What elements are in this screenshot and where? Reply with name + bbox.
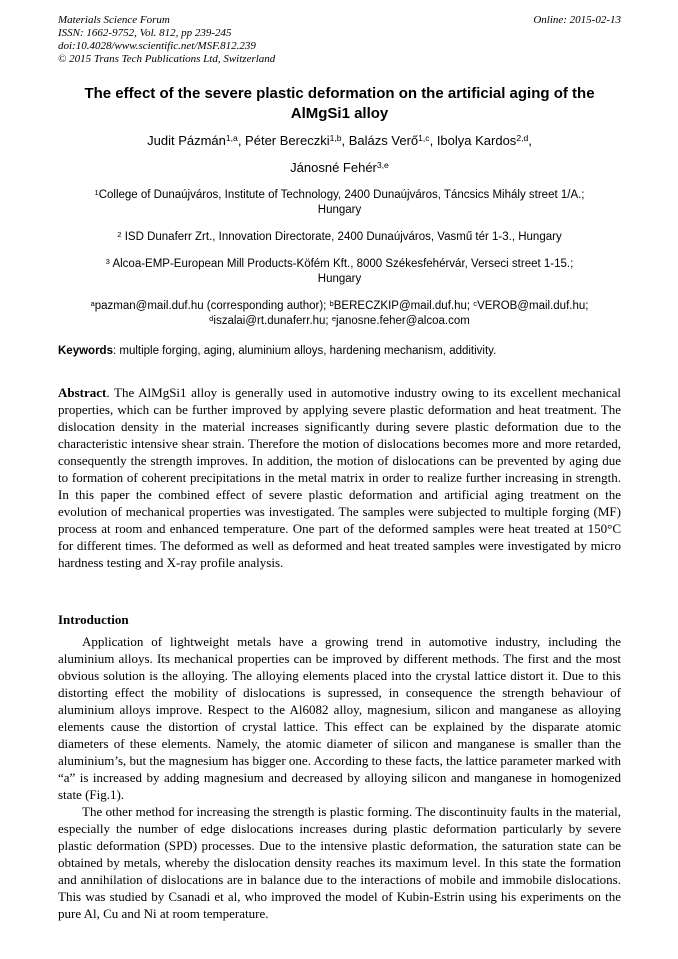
section-heading-introduction: Introduction (58, 612, 129, 627)
authors-line-1: Judit Pázmán$^{1,a}$, Péter Bereczki$^{1,b}$, Balázs Verő$^{1,c}$, Ibolya Kardos$^{2,d}$, (147, 133, 532, 148)
journal-header (58, 14, 621, 66)
issn-volume-line: ISSN: 1662-9752, Vol. 812, pp 239-245 (58, 27, 232, 39)
paper-title: The effect of the severe plastic deformation on the artificial aging of the AlMgSi1 alloy (84, 85, 595, 122)
journal-name: Materials Science Forum (58, 14, 170, 26)
abstract-paragraph: Abstract. The AlMgSi1 alloy is generally used in automotive industry owing to its excellent mechanical properties, which can be further improved by applying severe plastic deformation and heat treatment. The dislocation density in the material increases significantly during severe plastic deformation due to the characteristic intensive shear strain. Therefore the motion of dislocations becomes more and more retarded, consequently the strength improves. In addition, the motion of dislocations can be prevented by aging due to formation of coherent precipitations in the metal matrix in order to realize further increasing in strength. In this paper the combined effect of severe plastic deformation and artificial aging treatment on the evolution of mechanical properties was investigated. The samples were subjected to multiple forging (MF) process at room and enhanced temperature. One part of the deformed samples were heat treated at 150°C for different times. The deformed as well as deformed and heat treated samples were investigated by micro hardness testing and X-ray profile analysis. (58, 385, 621, 570)
introduction-paragraph-2: The other method for increasing the strength is plastic forming. The discontinuity faults in the material, especially the number of edge dislocations increases during plastic deformation particularly by severe plastic deformation (SPD) processes. Due to the intensive plastic deformation, the saturation state can be obtained by metals, whereby the dislocation density reaches its maximum level. In this state the formation and annihilation of dislocations are in balance due to the interactions of mobile and immobile dislocations. This was studied by Csanadi et al, who improved the model of Kubin-Estrin using his experiments on the pure Al, Cu and Ni at room temperature. (58, 804, 621, 921)
authors-line-2: Jánosné Fehér$^{3,e}$ (290, 160, 389, 175)
keywords-line: Keywords: multiple forging, aging, aluminium alloys, hardening mechanism, additivity. (58, 345, 497, 357)
affiliation-2: $^2$ ISD Dunaferr Zrt., Innovation Directorate, 2400 Dunaújváros, Vasmű tér 1-3., Hungary (117, 229, 562, 243)
online-date: Online: 2015-02-13 (533, 14, 621, 26)
author-emails: $^a$pazman@mail.duf.hu (corresponding author); $^b$BERECZKIP@mail.duf.hu; $^c$VEROB@mail.duf.hu; $^d$iszalai@rt.dunaferr.hu; $^e$janosne.feher@alcoa.com (90, 298, 589, 327)
doi-line: doi:10.4028/www.scientific.net/MSF.812.239 (58, 40, 256, 52)
copyright-line: © 2015 Trans Tech Publications Ltd, Switzerland (58, 53, 276, 65)
introduction-paragraph-1: Application of lightweight metals have a growing trend in automotive industry, including the aluminium alloys. Its mechanical properties can be improved by different methods. The first and the most obvious solution is the alloying. The alloying elements placed into the crystal lattice distort it. Due to this distorting effect the mobility of dislocations is supressed, in consequence the strength behaviour of aluminium alloys improve. Respect to the Al6082 alloy, magnesium, silicon and manganese as alloying elements cause the distortion of crystal lattice. This effect can be explained by the disparate atomic diameters of these elements. Namely, the atomic diameter of silicon and manganese is smaller than the aluminium’s, but the magnesium has bigger one. According to these facts, the lattice parameter marked with “a” is increased by adding magnesium and decreased by alloying silicon and manganese in homogenized state (Fig.1). (58, 634, 621, 802)
affiliation-3: $^3$ Alcoa-EMP-European Mill Products-Köfém Kft., 8000 Székesfehérvár, Verseci street 1-15.; Hungary (105, 256, 574, 285)
journal-header-left (58, 14, 275, 66)
affiliation-1: $^1$College of Dunaújváros, Institute of Technology, 2400 Dunaújváros, Táncsics Mihály street 1/A.; Hungary (94, 187, 585, 216)
